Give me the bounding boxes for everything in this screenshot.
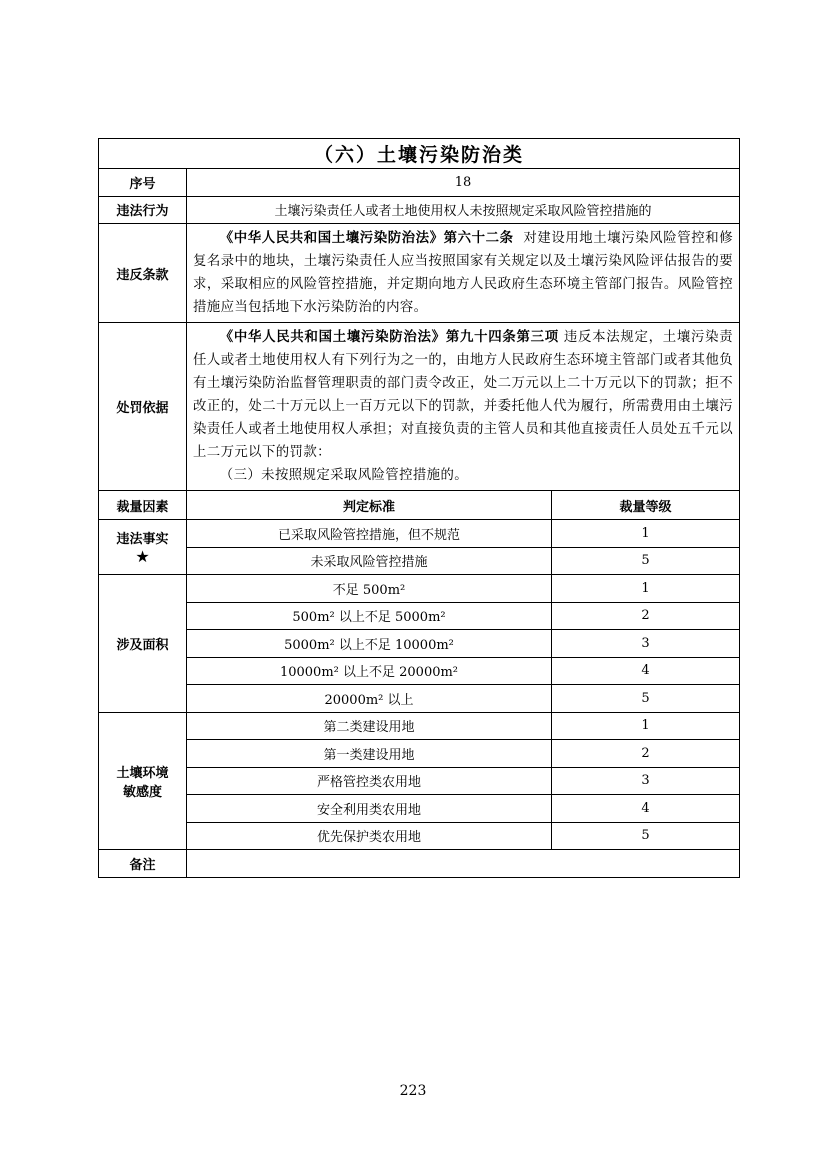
factor-name <box>99 520 187 575</box>
level-cell: 5 <box>552 547 740 575</box>
level-cell: 1 <box>552 520 740 548</box>
factor-row <box>99 740 740 768</box>
criteria-cell: 5000m² 以上不足 10000m² <box>187 630 552 658</box>
remarks-value <box>187 850 740 878</box>
level-cell: 3 <box>552 630 740 658</box>
violated-clause-label: 违反条款 <box>99 224 187 323</box>
page-number: 223 <box>399 1083 427 1099</box>
factor-row <box>99 602 740 630</box>
serial-label: 序号 <box>99 169 187 197</box>
violated-clause-text <box>187 224 740 323</box>
criteria-cell: 安全利用类农用地 <box>187 795 552 823</box>
factor-row <box>99 630 740 658</box>
factor-name-text: 违法事实 <box>116 532 169 547</box>
penalty-table <box>98 138 740 878</box>
level-cell: 5 <box>552 822 740 850</box>
factor-name-text: 涉及面积 <box>116 637 169 653</box>
factor-header: 裁量因素 <box>99 491 187 520</box>
penalty-basis-text <box>187 323 740 491</box>
criteria-cell: 不足 500m² <box>187 575 552 603</box>
level-cell: 1 <box>552 712 740 740</box>
level-cell: 3 <box>552 767 740 795</box>
factor-row <box>99 657 740 685</box>
level-cell: 2 <box>552 740 740 768</box>
clause-law: 《中华人民共和国土壤污染防治法》第六十二条 <box>219 231 514 246</box>
criteria-cell: 严格管控类农用地 <box>187 767 552 795</box>
criteria-cell: 500m² 以上不足 5000m² <box>187 602 552 630</box>
violation-value: 土壤污染责任人或者土地使用权人未按照规定采取风险管控措施的 <box>187 196 740 224</box>
level-cell: 4 <box>552 795 740 823</box>
section-title: （六）土壤污染防治类 <box>99 139 740 169</box>
violation-label: 违法行为 <box>99 196 187 224</box>
factor-row <box>99 575 740 603</box>
level-cell: 2 <box>552 602 740 630</box>
criteria-cell: 优先保护类农用地 <box>187 822 552 850</box>
criteria-cell: 20000m² 以上 <box>187 685 552 713</box>
factor-row <box>99 712 740 740</box>
penalty-basis-label: 处罚依据 <box>99 323 187 491</box>
criteria-header: 判定标准 <box>187 491 552 520</box>
factor-name <box>99 575 187 713</box>
factor-name <box>99 712 187 850</box>
factor-row <box>99 822 740 850</box>
factor-row <box>99 520 740 548</box>
penalty-body: 违反本法规定，土壤污染责任人或者土地使用权人有下列行为之一的，由地方人民政府生态环境主管部门或者其他负有土壤污染防治监督管理职责的部门责令改正，处二万元以上二十万元以下的罚款；拒不改正的，处二十万元以上一百万元以下的罚款，并委托他人代为履行，所需费用由土壤污染责任人或者土地使用权人承担；对直接负责的主管人员和其他直接责任人员处五千元以上二万元以下的罚款： <box>193 330 734 460</box>
level-cell: 1 <box>552 575 740 603</box>
criteria-cell: 10000m² 以上不足 20000m² <box>187 657 552 685</box>
level-cell: 5 <box>552 685 740 713</box>
level-cell: 4 <box>552 657 740 685</box>
penalty-item: （三）未按照规定采取风险管控措施的。 <box>219 468 469 483</box>
factor-row <box>99 767 740 795</box>
remarks-label: 备注 <box>99 850 187 878</box>
penalty-law: 《中华人民共和国土壤污染防治法》第九十四条第三项 <box>219 330 559 345</box>
star-icon: ★ <box>135 547 150 566</box>
factor-row <box>99 685 740 713</box>
factor-row <box>99 547 740 575</box>
criteria-cell: 第一类建设用地 <box>187 740 552 768</box>
level-header: 裁量等级 <box>552 491 740 520</box>
serial-value: 18 <box>187 169 740 197</box>
factor-row <box>99 795 740 823</box>
clause-body: 对建设用地土壤污染风险管控和修复名录中的地块，土壤污染责任人应当按照国家有关规定以及土壤污染风险评估报告的要求，采取相应的风险管控措施，并定期向地方人民政府生态环境主管部门报告。风险管控措施应当包括地下水污染防治的内容。 <box>193 231 734 315</box>
factor-name-text: 土壤环境敏感度 <box>116 765 169 800</box>
criteria-cell: 已采取风险管控措施，但不规范 <box>187 520 552 548</box>
criteria-cell: 未采取风险管控措施 <box>187 547 552 575</box>
criteria-cell: 第二类建设用地 <box>187 712 552 740</box>
